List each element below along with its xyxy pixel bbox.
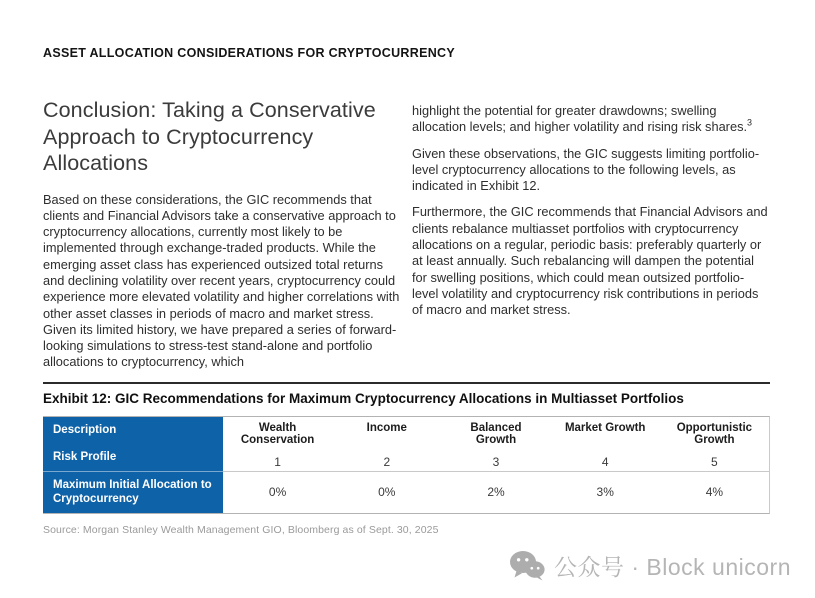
column-header-wealth-conservation: Wealth Conservation 1 (223, 417, 332, 472)
watermark-text: 公众号 · Block unicorn (553, 554, 791, 580)
table-row-label-header (43, 417, 223, 472)
wechat-icon (509, 550, 545, 581)
allocation-value-opportunistic-growth: 4% (705, 485, 724, 500)
table-row-label-allocation (43, 472, 223, 513)
left-column (43, 97, 400, 371)
allocation-value-income: 0% (378, 485, 396, 500)
column-header-market-growth: Market Growth 4 (551, 417, 660, 472)
right-paragraph-1 (412, 103, 770, 136)
right-paragraph-3: Furthermore, the GIC recommends that Financial Advisors and clients rebalance multiasset portfolios with cryptocurrency allocations on a regular, periodic basis: preferably quarterly or at least annually. Such rebalancing will dampen the potential for swelling positions, which could mean outsized portfolio-level volatility and cryptocurrency risk contributions in periods of macro and market stress. (412, 204, 768, 318)
source-attribution: Source: Morgan Stanley Wealth Management GIO, Bloomberg as of Sept. 30, 2025 (43, 523, 439, 536)
label-risk-profile: Risk Profile (53, 451, 117, 464)
watermark (509, 549, 791, 582)
right-paragraph-2: Given these observations, the GIC suggests limiting portfolio-level cryptocurrency allocations to the following levels, as indicated in Exhibit 12. (412, 145, 760, 194)
label-max-allocation: Maximum Initial Allocation to Cryptocurrency (53, 479, 212, 505)
allocation-table (43, 416, 770, 514)
column-header-balanced-growth: Balanced Growth 3 (441, 417, 550, 472)
column-header-income: Income 2 (332, 417, 441, 472)
right-column (412, 97, 770, 371)
allocation-value-wealth-conservation: 0% (268, 485, 287, 500)
column-header-opportunistic-growth: Opportunistic Growth 5 (660, 417, 769, 472)
label-description: Description (53, 423, 117, 436)
allocation-value-market-growth: 3% (596, 485, 614, 500)
conclusion-title: Conclusion: Taking a Conservative Approach to Cryptocurrency Allocations (43, 98, 376, 175)
footnote-marker: 3 (747, 118, 753, 129)
exhibit-divider (43, 382, 770, 384)
exhibit-heading: Exhibit 12: GIC Recommendations for Maximum Cryptocurrency Allocations in Multiasset Portfolios (43, 390, 684, 406)
left-paragraph: Based on these considerations, the GIC recommends that clients and Financial Advisors take a conservative approach to cryptocurrency allocations, currently most likely to be implemented through exchange-traded products. While the emerging asset class has experienced outsized total returns and declining volatility over recent years, cryptocurrency could experience more elevated volatility and higher correlations with other asset classes in periods of macro and market stress. Given its limited history, we have prepared a series of forward-looking simulations to stress-test stand-alone and portfolio allocations to cryptocurrency, which (43, 191, 400, 370)
section-eyebrow: ASSET ALLOCATION CONSIDERATIONS FOR CRYPTOCURRENCY (43, 46, 456, 60)
two-column-body (43, 97, 770, 371)
right-paragraph-1-text: highlight the potential for greater drawdowns; swelling allocation levels; and higher volatility and rising risk shares. (412, 103, 748, 135)
allocation-value-balanced-growth: 2% (487, 485, 505, 500)
